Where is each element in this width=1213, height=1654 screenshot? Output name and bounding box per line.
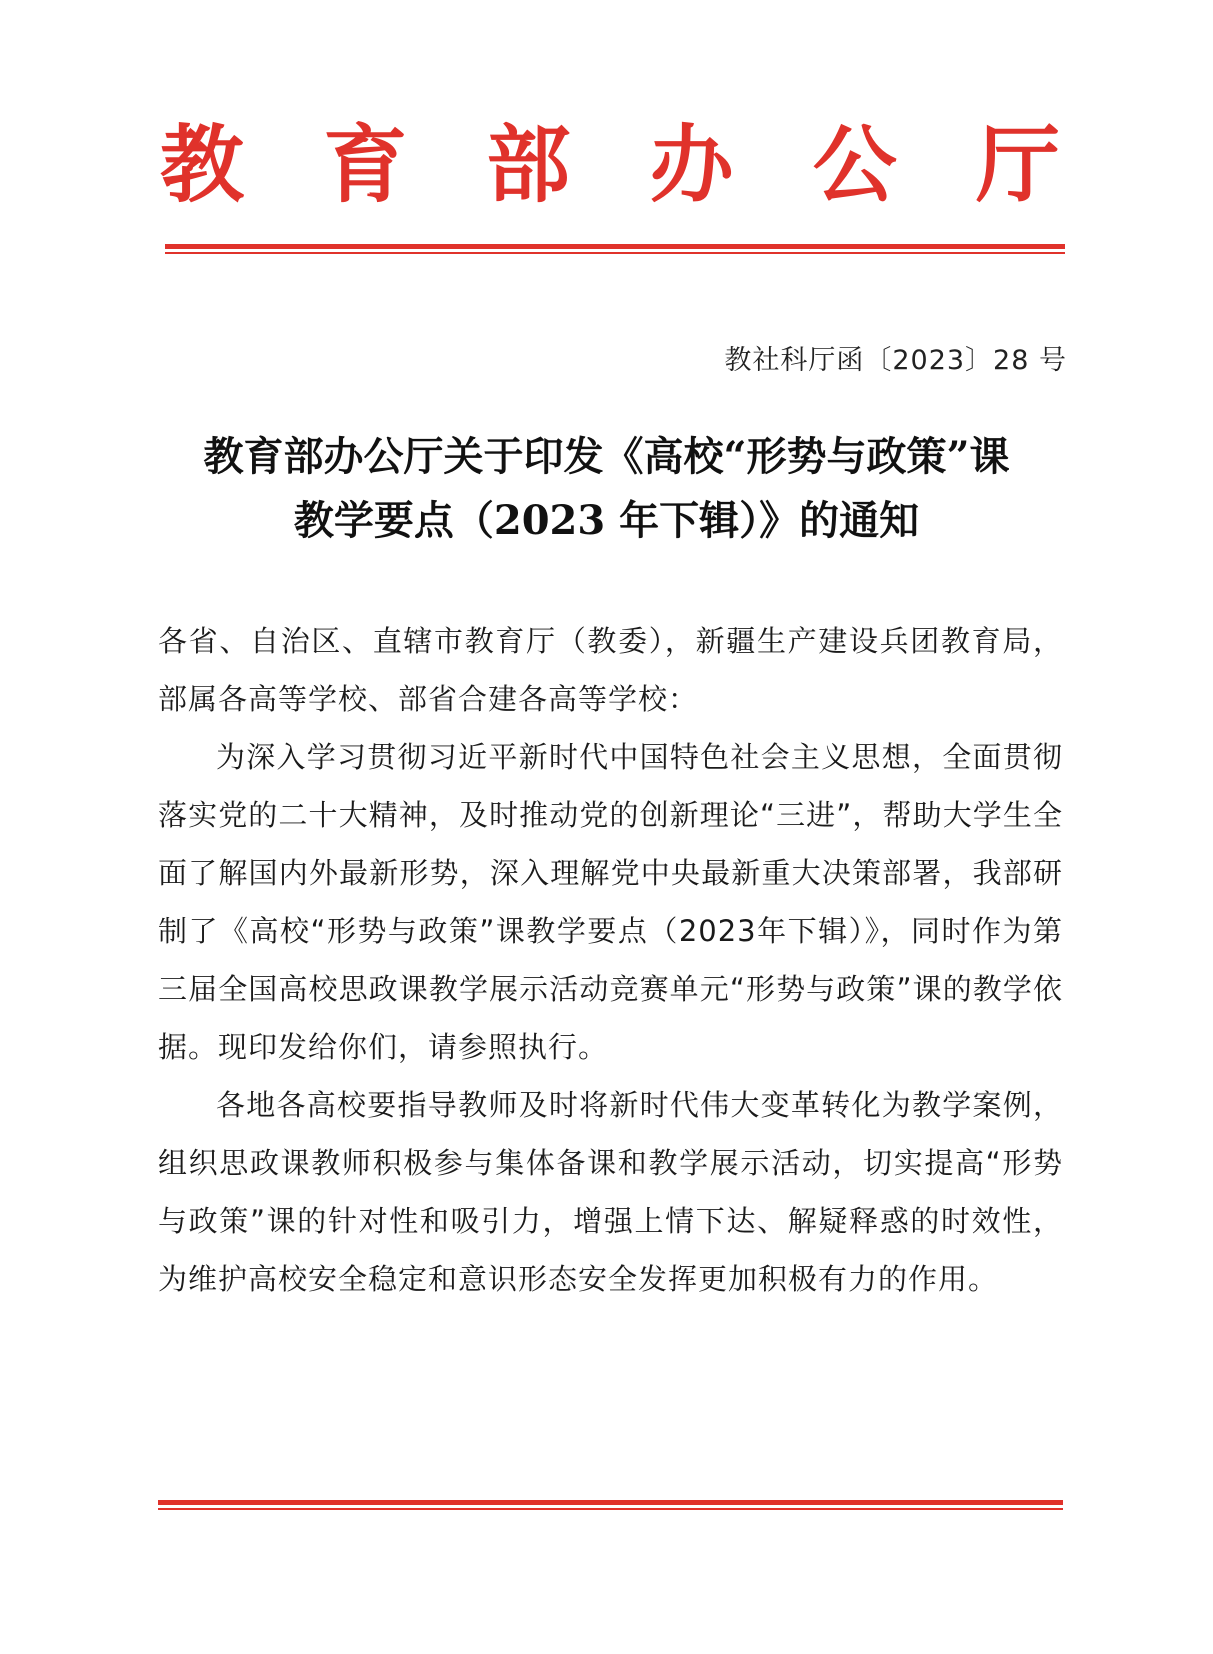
footer-divider-thin: [158, 1508, 1063, 1510]
footer-divider-thick: [158, 1500, 1063, 1505]
body-paragraph-1: 为深入学习贯彻习近平新时代中国特色社会主义思想，全面贯彻落实党的二十大精神，及时推动党的创新理论“三进”，帮助大学生全面了解国内外最新形势，深入理解党中央最新重大决策部署，我部研制了《高校“形势与政策”课教学要点（2023年下辑）》，同时作为第三届全国高校思政课教学展示活动竞赛单元“形势与政策”课的教学依据。现印发给你们，请参照执行。: [158, 740, 1063, 1064]
document-body: [158, 612, 1063, 1308]
letterhead-char: 育: [323, 115, 408, 214]
letterhead-char: 教: [160, 115, 245, 214]
document-title: [150, 425, 1063, 553]
letterhead-char: 厅: [975, 115, 1060, 214]
letterhead-divider-thick: [165, 244, 1065, 249]
letterhead-char: 办: [649, 115, 734, 214]
body-paragraph-2: 各地各高校要指导教师及时将新时代伟大变革转化为教学案例，组织思政课教师积极参与集体备课和教学展示活动，切实提高“形势与政策”课的针对性和吸引力，增强上情下达、解疑释惑的时效性，为维护高校安全稳定和意识形态安全发挥更加积极有力的作用。: [158, 1088, 1063, 1296]
letterhead-char: 公: [812, 115, 897, 214]
salutation: 各省、自治区、直辖市教育厅（教委），新疆生产建设兵团教育局，部属各高等学校、部省合建各高等学校：: [158, 624, 1063, 716]
letterhead-char: 部: [486, 115, 571, 214]
letterhead-divider-thin: [165, 252, 1065, 254]
title-line-2: 教学要点（2023 年下辑）》的通知: [293, 497, 920, 544]
title-line-1: 教育部办公厅关于印发《高校“形势与政策”课: [203, 433, 1010, 480]
document-number: 教社科厅函〔2023〕28 号: [724, 345, 1067, 376]
letterhead: [160, 110, 1060, 220]
